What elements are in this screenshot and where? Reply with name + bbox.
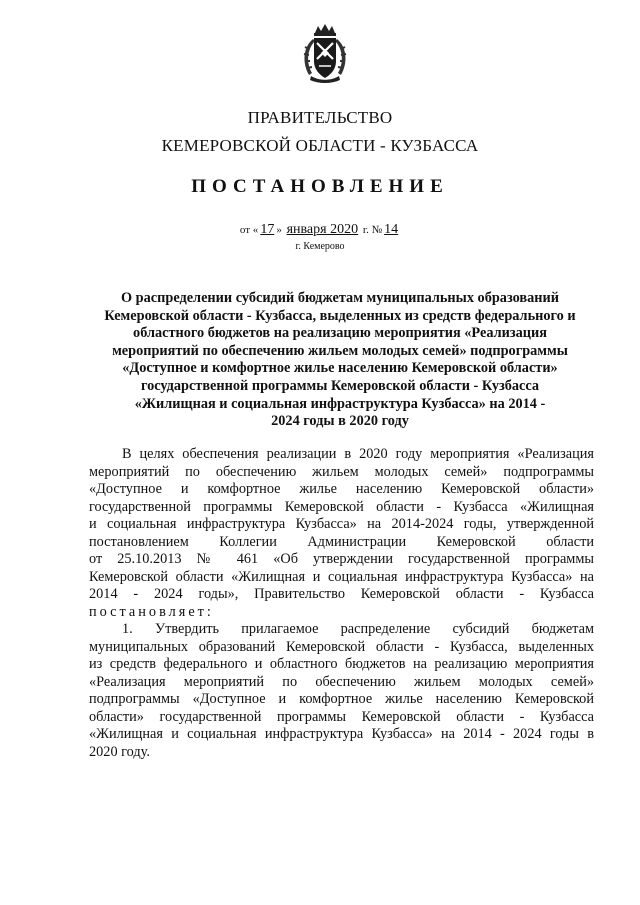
body-line: 1. Утвердить прилагаемое распределение субсидий бюджетам [122,621,594,637]
date-suffix: г. № [362,224,383,236]
title-line: Кемеровской области - Кузбасса, выделенных из средств федерального и [104,307,576,324]
body-line: «Доступное и комфортное жилье населению Кемеровской области» [89,481,594,497]
body-line: государственной программы Кемеровской области - Кузбасса «Жилищная [89,498,594,515]
date-day: 17 [260,222,275,237]
date-month-year: января 2020 [286,222,359,237]
government-name-line1: ПРАВИТЕЛЬСТВО [247,108,393,127]
title-line: «Доступное и комфортное жилье населению Кемеровской области» [122,360,558,377]
document-city: г. Кемерово [295,241,345,252]
date-mid: » [276,224,282,236]
document-body [89,446,594,761]
title-line: областного бюджетов на реализацию мероприятия «Реализация [133,325,547,342]
document-date-line [0,222,640,238]
government-name-line2: КЕМЕРОВСКОЙ ОБЛАСТИ - КУЗБАССА [161,136,479,155]
body-line: области» государственной программы Кемеровской области - Кузбасса [89,708,594,725]
body-line: подпрограммы «Доступное и комфортное жилье населению Кемеровской [89,691,594,707]
title-line: государственной программы Кемеровской области - Кузбасса [140,377,540,394]
body-line: муниципальных образований Кемеровской области - Кузбасса, выделенных [89,638,594,655]
body-line: от 25.10.2013 № 461 «Об утверждении государственной программы [89,551,594,567]
title-line: мероприятий по обеспечению жильем молодых семей» подпрограммы [112,342,568,359]
title-line: 2024 годы в 2020 году [271,413,409,430]
body-line: В целях обеспечения реализации в 2020 году мероприятия «Реализация [122,446,594,462]
title-line: О распределении субсидий бюджетам муниципальных образований [120,290,559,306]
body-line: постановлением Коллегии Администрации Кемеровской области [89,533,594,550]
title-line: «Жилищная и социальная инфраструктура Кузбасса» на 2014 - [134,395,546,412]
document-title [90,290,590,431]
document-number: 14 [384,222,399,237]
body-line: и социальная инфраструктура Кузбасса» на 2014-2024 годы, утвержденной [89,516,594,532]
coat-of-arms-icon [299,23,351,85]
body-line: мероприятий по обеспечению жильем молодых семей» подпрограммы [89,463,594,480]
document-type-heading: ПОСТАНОВЛЕНИЕ [191,176,449,197]
body-line: 2020 году. [89,743,150,760]
body-line: «Жилищная и социальная инфраструктура Кузбасса» на 2014 - 2024 годы в [89,726,594,742]
date-prefix: от « [239,224,259,236]
body-line: Кемеровской области «Жилищная и социальная инфраструктура Кузбасса» на [89,568,594,585]
body-line: 2014 - 2024 годы», Правительство Кемеровской области - Кузбасса [89,586,594,602]
resolution-word: постановляет: [89,603,214,620]
body-line: из средств федерального и областного бюджетов на реализацию мероприятия [89,656,594,672]
body-line: «Реализация мероприятий по обеспечению жильем молодых семей» [89,673,594,690]
